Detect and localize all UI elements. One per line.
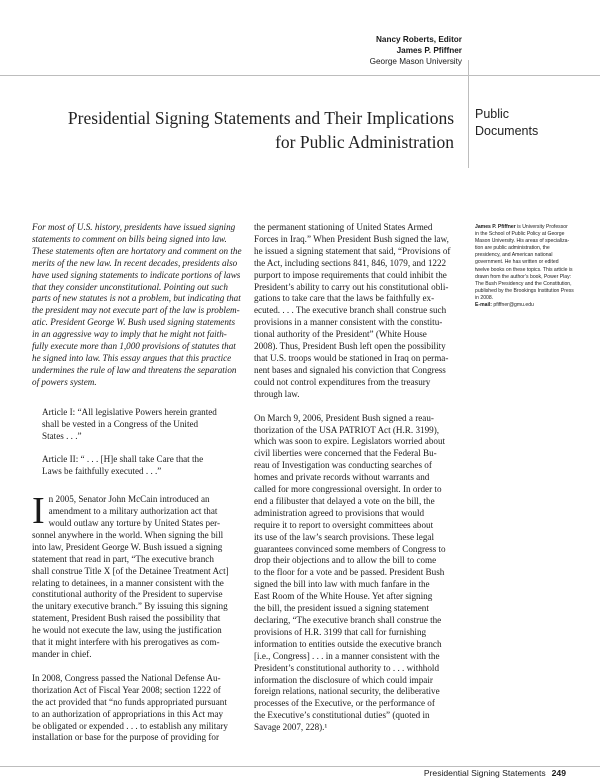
bio-line: published by the Brookings Institution Press [475,287,574,294]
drop-cap: I [32,490,45,533]
bio-line: Mason University. His areas of specializa- [475,238,570,245]
body-paragraph [254,222,468,401]
body-line: mander in chief. [32,649,92,659]
body-line: called for more congressional oversight. In order to [254,484,442,495]
body-line: the Act, including sections 841, 846, 1079, and 1222 [254,257,447,268]
body-line: processes of the Executive, or the performance of [254,698,435,709]
body-line: East Room of the White House. Yet after signing [254,591,433,602]
body-line: provisions of H.R. 3199 that call for furnishing [254,626,427,637]
abstract-line: the president may not execute part of the law is problem- [32,305,240,316]
body-line: could not control expenditures from the treasury [254,376,431,387]
abstract-line: in an aggressive way to imply that he might not faith- [32,329,227,340]
abstract-line: undermines the rule of law and threatens the separation [32,364,237,375]
body-line: he issued a signing statement that said, “Provisions of [254,245,451,256]
body-line: homes and private records without warrants and [254,472,430,483]
body-line: shall construe Title X [of the Detainee Treatment Act] [32,565,229,576]
section-label [475,106,538,140]
body-line: information the disclosure of which could impair [254,674,433,685]
body-line: purport to impose requirements that could inhibit the [254,269,447,280]
header-rule [0,75,600,76]
author-name: James P. Pfiffner [396,46,462,55]
body-line: that U.S. troops would be stationed in Iraq on perma- [254,352,449,363]
abstract-line: For most of U.S. history, presidents have issued signing [32,222,236,232]
body-line: which was soon to expire. Legislators worried about [254,436,446,447]
body-line: Forces in Iraq.” When President Bush signed the law, [254,233,449,244]
body-line: installation or base for the purpose of providing for [32,732,220,743]
body-line: statement, President Bush raised the possibility that [32,613,221,624]
page-footer [424,768,566,778]
body-line: declaring, “The executive branch shall construe the [254,615,442,625]
body-line: its use of the law’s search provisions. These legal [254,531,435,542]
section-label-line: Documents [475,124,539,138]
bio-line: presidency, and American national [475,252,553,259]
page-number: 249 [551,768,566,778]
body-line: tional authority of the President” (White House [254,329,427,340]
footer-rule [0,766,600,767]
author-bio [475,224,585,309]
body-line: guarantees convinced some members of Congress to [254,543,446,554]
body-line: the Executive’s constitutional duties” (quoted in [254,710,430,721]
body-paragraph [32,490,245,661]
body-line: statement that read in part, “The executive branch [32,553,214,564]
bio-line: The Bush Presidency and the Constitution, [475,280,572,287]
bio-line: drawn from the author’s book, Power Play: [475,273,572,280]
abstract-line: merits of the new law. In recent decades, presidents also [32,257,238,268]
abstract-line: have used signing statements to indicate portions of laws [32,269,241,280]
abstract-line: These statements often are hortatory and comment on the [32,245,242,256]
body-line: signed the bill into law with much fanfare in the [254,579,430,590]
body-line: the unitary executive branch.” By issuing this signing [32,601,228,612]
column-left [32,222,245,744]
abstract-line: he signed into law. This essay argues that this practice [32,352,232,363]
body-line: civil liberties were concerned that the Federal Bu- [254,448,437,459]
column-middle [254,222,468,734]
body-line: n 2005, Senator John McCain introduced an [48,494,210,505]
body-line: drop their objections and to allow the bill to come [254,555,437,566]
editor-name: Nancy Roberts, Editor [376,35,462,44]
article-title [40,106,454,154]
body-line: require it to report to oversight committees about [254,519,434,530]
constitution-quote-article-1 [42,407,235,443]
abstract-line: of powers system. [32,376,97,387]
quote-line: States . . .” [42,430,82,441]
body-line: to an authorization of appropriations in this Act may [32,708,224,719]
bio-line: government. He has written or edited [475,259,559,266]
body-line: 2008). Thus, President Bush left open the possibility [254,341,446,352]
body-line: nent bases and signaled his conviction that Congress [254,364,446,375]
email-label: E-mail: [475,302,492,309]
body-line: On March 9, 2006, President Bush signed a reau- [254,412,434,423]
body-line: would outlaw any torture by United States per- [48,518,221,529]
body-line: he would not execute the law, using the justification [32,625,222,636]
body-line: reau of Investigation was conducting searches of [254,460,432,471]
section-divider [468,60,469,168]
body-line: end a filibuster that delayed a vote on the bill, the [254,495,435,506]
abstract [32,222,245,389]
body-line: thorization Act of Fiscal Year 2008; section 1222 of [32,684,221,695]
abstract-line: that they consider unconstitutional. Pointing out such [32,281,228,292]
body-line: be obligated or expended . . . to establish any military [32,720,228,731]
body-line: provisions in a manner consistent with the constitu- [254,317,443,328]
body-line: thorization of the USA PATRIOT Act (H.R. 3199), [254,424,440,435]
article-title-line: Presidential Signing Statements and Their Implications [67,108,454,128]
author-affiliation: George Mason University [369,57,462,66]
body-line: [i.e., Congress] . . . in a manner consistent with the [254,650,440,661]
body-line: relating to detainees, in a manner consistent with the [32,577,224,588]
body-line: to the floor for a vote and be passed. President Bush [254,567,445,578]
body-line: foreign relations, national security, the deliberative [254,686,440,697]
bio-author-name: James P. Pfiffner [475,224,516,230]
quote-line: Article I: “All legislative Powers herein granted [42,406,217,417]
abstract-line: fully execute more than 1,000 provisions of statutes that [32,341,236,352]
body-line: sonnel anywhere in the world. When signing the bill [32,529,224,540]
body-line: Savage 2007, 228).¹ [254,722,328,733]
body-line: through law. [254,388,300,399]
body-line: that it might interfere with his prerogatives as com- [32,637,220,648]
body-line: constitutional authority of the President to supervise [32,589,223,600]
body-paragraph [32,673,245,744]
body-paragraph [254,413,468,734]
bio-line: twelve books on these topics. This article is [475,266,573,273]
quote-line: Article II: “ . . . [H]e shall take Care that the [42,454,204,465]
body-line: the bill, the president issued a signing statement [254,603,429,614]
editor-credits [370,34,462,67]
running-title: Presidential Signing Statements [423,768,546,778]
bio-line: is University Professor [515,224,568,230]
body-line: ecuted. . . . The executive branch shall construe such [254,305,447,316]
bio-line: in the School of Public Policy at George [475,231,565,238]
bio-line: in 2008. [475,294,494,301]
body-line: information to entities outside the executive branch [254,638,442,649]
body-line: amendment to a military authorization act that [48,506,218,517]
section-label-line: Public [475,107,510,121]
body-line: the act provided that “no funds appropriated pursuant [32,696,227,707]
quote-line: Laws be faithfully executed . . .” [42,466,162,477]
quote-line: shall be vested in a Congress of the United [42,418,199,429]
abstract-line: statements to comment on bills being signed into law. [32,233,227,244]
body-line: administration agreed to provisions that would [254,507,425,518]
body-line: In 2008, Congress passed the National Defense Au- [32,672,221,683]
email-link[interactable]: pfiffner@gmu.edu [491,302,534,309]
body-line: gations to take care that the laws be faithfully ex- [254,293,435,304]
abstract-line: parts of new statutes is not a problem, but indicating that [32,293,241,304]
article-title-line: for Public Administration [275,132,454,152]
body-line: into law, President George W. Bush issued a signing [32,541,223,552]
body-line: President’s ability to carry out his constitutional obli- [254,281,449,292]
body-line: the permanent stationing of United States Armed [254,222,433,232]
constitution-quote-article-2 [42,454,235,478]
abstract-line: atic. President George W. Bush used signing statements [32,317,236,328]
bio-line: tion are public administration, the [475,245,550,252]
body-line: President’s constitutional authority to . . . withhold [254,662,440,673]
